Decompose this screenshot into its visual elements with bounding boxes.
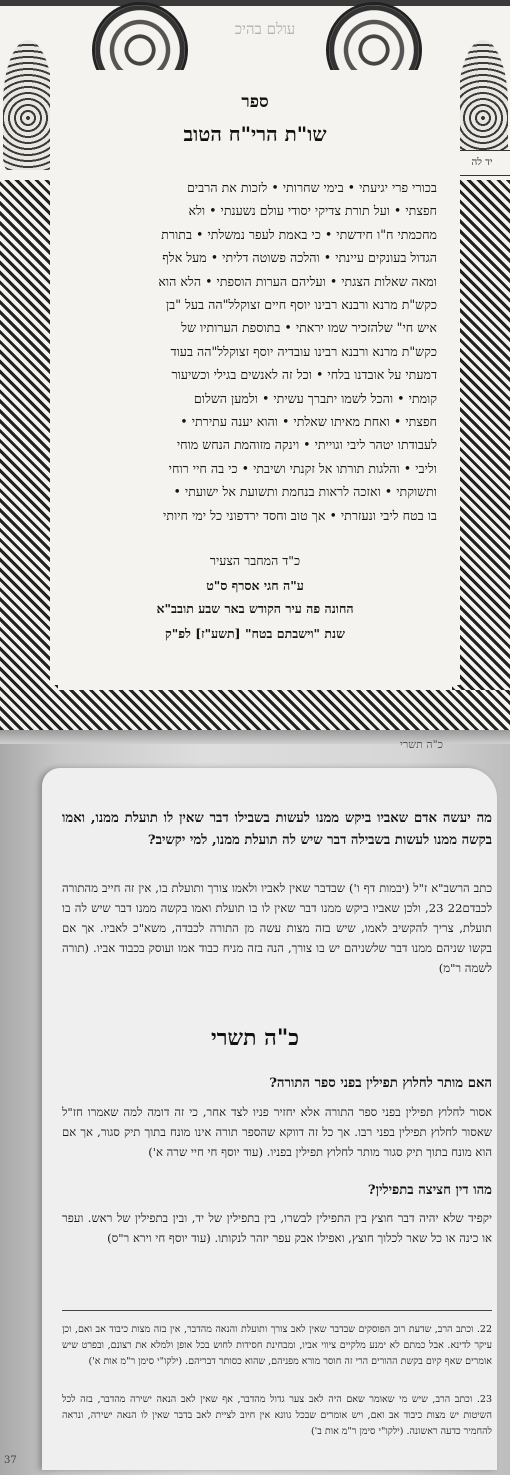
preface-line: דמעתי על אובדנו בלחי • וכל זה לאנשים בגילי וכשיעור — [171, 367, 437, 383]
side-label: יד לה — [452, 150, 510, 176]
preface-line: חפצתי • ועל תורת צדיקי יסודי עולם נשענתי • ולא — [188, 203, 437, 219]
book-label: ספר — [241, 92, 269, 112]
answer-2: אסור לחלוץ תפילין בפני ספר התורה אלא יחזיר פניו לצד אחר, כי זה דומה למה שאמרו חז"ל שאסור לחלוץ תפילין בפני רבו. אך כל זה דווקא שהספר תורה אינו מונח בתוך תיק סגור, אך אם הוא מונח בתוך תיק סגור מותר לחלוץ תפילין בפניו. (עוד יוסף חי חיי שרה א') — [62, 1105, 492, 1159]
footnote-divider — [62, 1310, 492, 1311]
page-number: 37 — [4, 1455, 17, 1466]
preface-line: הגדול בעונקים עיינתי • והלכה פשוטה דליתי • מעל אלף — [162, 250, 437, 266]
signature-year-line: שנת "וישבתם בטח" [תשע"ז] לפ"ק — [165, 626, 345, 641]
answer-3: יקפיד שלא יהיה דבר חוצץ בין התפילין לבשרו, בין בתפילין של יד, ובין בתפילין של ראש. ועפר או כינה או כל שאר לכלוך חוצץ, ואפילו אבק עפר יזהר לנקותו. (עוד יוסף חי וירא ר"ס) — [62, 1211, 492, 1245]
preface-line: לעבודתו יטהר ליבי וגוייתי • וינקה מזוהמת הנחש מוחי — [176, 437, 437, 453]
footnote-23: 23. וכתב הרב, שיש מי שאומר שאם היה לאב צער גדול מהדבר, אף שאין לאב הנאה ישירה מהדבר, בזה לכל השיטות יש מצות כיבוד אב ואם, ויש אומרים שבכל גוונא אין חיוב לציית לאב בדבר שאין לו הנאה ישירה, ונראה להחמיר כדעה ראשונה. (ילקו"י סימן ר"מ אות ב') — [62, 1394, 492, 1437]
preface-line: ומאה שאלות הצגתי • ועליהם הערות הוספתי • הלא הוא — [158, 273, 437, 289]
preface-line: בכורי פרי יגיעתי • בימי שחרותי • לזכות את הרבים — [186, 180, 437, 195]
question-1: מה יעשה אדם שאביו ביקש ממנו לעשות בשבילו דבר שאין לו תועלת ממנו, ואמו בקשה ממנו לעשות בשבילה דבר שיש לה תועלת ממנו, למי יקשיב? — [62, 811, 492, 848]
top-border — [0, 0, 510, 6]
preface-line: וליבי • והלגות תורתו אל זקנתי ושיבתי • כי בה חיי רוחי — [168, 460, 437, 476]
question-3: מהו דין חציצה בתפילין? — [367, 1183, 492, 1198]
preface-line: ותשוקתי • ואזכה לראות בנחמת ותשועת אל ישועתי • — [173, 484, 437, 500]
preface-line: חפצתי • ואחת מאיתו שאלתי • והוא יענה עתירתי • — [180, 414, 437, 430]
preface-line: בו בטח ליבי ונעזרתי • אך טוב וחסד ירדפוני כל ימי חיותי — [163, 507, 437, 523]
signature-author-line: כ"ד המחבר הצעיר — [209, 553, 301, 568]
preface-line: כקש"ת מרנא ורבנא רבינו עובדיה יוסף זצוקלל"הה בעוד — [170, 343, 437, 359]
preface-line: מחכמתי ח"ו חידשתי • כי באמת לעפר נמשלתי • בתורת — [161, 226, 437, 242]
preface-line: איש חי" שלהזכיר שמו יראתי • בתוספת הערותיו של — [181, 320, 437, 336]
preface-line: קומתי • והכל לשמו יתברך עשיתי • ולמען השלום — [193, 390, 437, 406]
book-content-page — [0, 730, 510, 1475]
preface-text — [72, 176, 437, 527]
question-2: האם מותר לחלוץ תפילין בפני ספר התורה? — [269, 1076, 492, 1091]
bottom-ornament — [0, 690, 510, 730]
footnote-22: 22. וכתב הרב, שדעת רוב הפוסקים שבדבר שאין לאב צורך ותועלת והנאה מהדבר, אין בזה מצות כיבוד אב ואם, וכן עיקר לדינא. אבל כמתם לא ימנע מלקיים ציווי אביו, ומבחינת חסידות לחוש בכל אופן ולמלא את רצונם, ובפרט שיש אומרים שאף קיום בקשת ההורים הרי זה חוסר מורא מפניהם, שהוא כסותר דבריהם. (ילקו"י סימן ר"מ אות א') — [62, 1324, 492, 1367]
signature-place-line: החונה פה עיר הקודש באר שבע תובב"א — [156, 601, 354, 616]
section-title: כ"ה תשרי — [210, 1025, 300, 1051]
signature-name-line: ע"ה חגי אסרף ס"ט — [206, 578, 304, 593]
book-title-page — [0, 0, 510, 730]
book-title: שו"ת הרי"ח הטוב — [183, 122, 327, 146]
answer-1: כתב הרשב"א ז"ל (יבמות דף ו') שבדבר שאין לאביו ולאמו צורך ותועלת בו, אין זה חייב מהתורה לכבדם22 23, ולכן שאביו ביקש ממנו דבר שאין לו בו תועלת ואמו בקשה ממנו דבר שיש לה בו תועלת, צריך להקשיב לאמו, שיש בזה מצות עשה מן התורה לכבדה, משא"כ לאביו. אך אם בקשו שניהם ממנו דבר שלשניהם יש בו צורך, הנה בזה מניח כבוד אמו ועוסק בכבוד אביו. (תורה לשמה ר"מ) — [62, 881, 493, 975]
running-head: כ"ה תשרי — [400, 738, 444, 751]
ghost-header-text: עולם בהיכ — [234, 20, 296, 38]
preface-line: כקש"ת מרנא ורבנא רבינו יוסף חיים זצוקלל"הה בעל "בן — [165, 297, 437, 313]
